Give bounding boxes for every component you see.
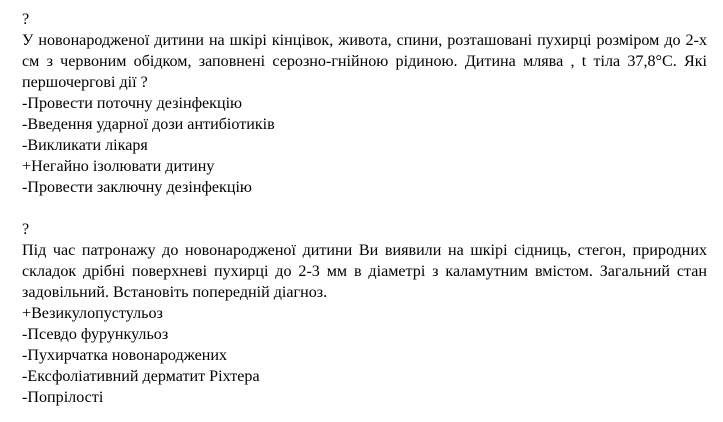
answer-option: -Провести поточну дезінфекцію <box>22 95 243 112</box>
test-question-2 <box>22 219 707 408</box>
answer-option-correct: +Везикулопустульоз <box>22 305 163 322</box>
answer-option-correct: +Негайно ізолювати дитину <box>22 158 215 175</box>
question-marker: ? <box>22 11 30 28</box>
answer-options <box>22 303 707 408</box>
answer-option: -Псевдо фурункульоз <box>22 326 169 343</box>
document-page <box>22 9 707 408</box>
answer-options <box>22 93 707 198</box>
question-text: Під час патронажу до новонародженої дитини Ви виявили на шкірі сідниць, стегон, природних складок дрібні поверхневі пухирці до 2-3 мм в діаметрі з каламутним вмістом. Загальний стан задовільний. Встановіть попередній діагноз. <box>22 242 707 301</box>
question-marker: ? <box>22 221 30 238</box>
answer-option: -Провести заключну дезінфекцію <box>22 179 252 196</box>
answer-option: -Попрілості <box>22 389 104 406</box>
question-text: У новонародженої дитини на шкірі кінцівок, живота, спини, розташовані пухирці розміром до 2-х см з червоним обідком, заповнені серозно-гнійною рідиною. Дитина млява , t тіла 37,8°С. Які першочергові дії ? <box>22 32 707 91</box>
blank-line <box>22 198 707 219</box>
test-question-1 <box>22 9 707 198</box>
answer-option: -Пухирчатка новонароджених <box>22 347 228 364</box>
answer-option: -Ексфоліативний дерматит Ріхтера <box>22 368 260 385</box>
answer-option: -Введення ударної дози антибіотиків <box>22 116 275 133</box>
answer-option: -Викликати лікаря <box>22 137 148 154</box>
